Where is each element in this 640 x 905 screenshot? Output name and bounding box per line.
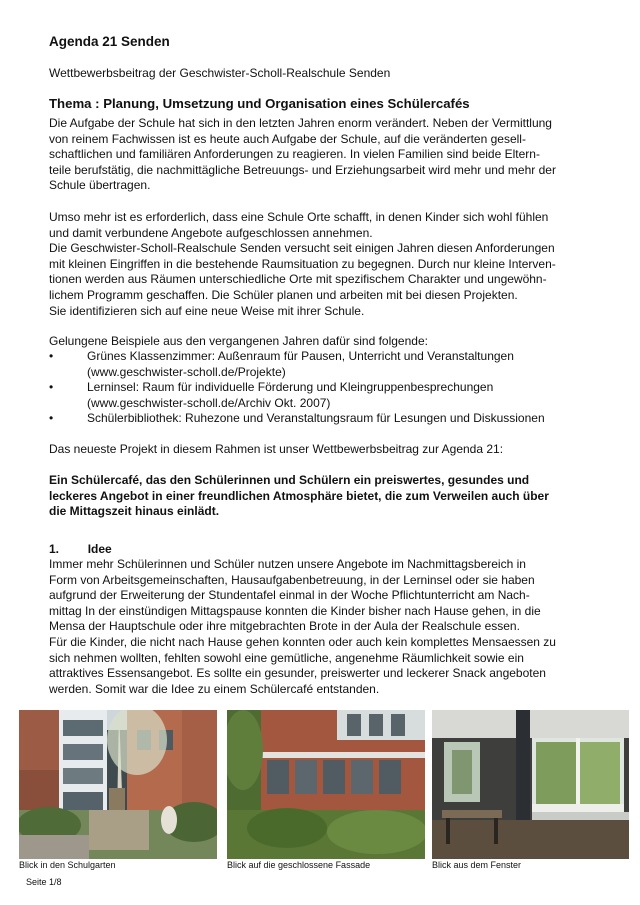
document-title: Agenda 21 Senden — [49, 34, 170, 49]
text-line: mit kleinen Eingriffen in die bestehende Raumsituation zu begegnen. Durch nur kleine Interven- — [49, 256, 556, 271]
examples-intro — [49, 334, 604, 350]
photo-caption: Blick auf die geschlossene Fassade — [227, 860, 371, 870]
text-line: Gelungene Beispiele aus den vergangenen Jahren dafür sind folgende: — [49, 334, 428, 348]
idee-paragraph — [49, 557, 604, 697]
photo-caption: Blick aus dem Fenster — [432, 860, 522, 870]
text-line: leckeres Angebot in einer freundlichen Atmosphäre bietet, die zum Verweilen auch über — [49, 488, 549, 503]
text-line: mittag In der einstündigen Mittagspause konnten die Kinder bisher nach Hause gehen, in die — [49, 603, 541, 618]
text-line: von reinem Fachwissen ist es heute auch Aufgabe der Schule, auf die veränderten gesell- — [49, 131, 526, 146]
thema-heading: Thema : Planung, Umsetzung und Organisation eines Schülercafés — [49, 96, 470, 111]
text-line: aufgrund der Erweiterung der Stundentafel einmal in der Woche Pflichtunterricht am Nach- — [49, 588, 530, 603]
bullet-marker: • — [49, 380, 54, 394]
text-line: schaftlichen und familiären Anforderungen zu reagieren. In vielen Familien sind beide Eltern- — [49, 147, 540, 162]
text-line: Umso mehr ist es erforderlich, dass eine Schule Orte schafft, in denen Kinder sich wohl fühlen — [49, 210, 549, 224]
newest-project-text — [49, 442, 604, 458]
section-title: Idee — [87, 542, 112, 556]
text-line: teile berufstätig, die nachmittägliche Betreuungs- und Erziehungsarbeit wird mehr und mehr der — [49, 162, 556, 177]
text-line: Ein Schülercafé, das den Schülerinnen und Schülern ein preiswertes, gesundes und — [49, 473, 530, 487]
text-line: die Mittagszeit hinaus einlädt. — [49, 504, 220, 519]
text-line: Für die Kinder, die nicht nach Hause gehen konnten oder auch kein komplettes Mensaessen zu — [49, 634, 556, 649]
bullet-text: Lerninsel: Raum für individuelle Förderung und Kleingruppenbesprechungen — [87, 380, 494, 394]
text-line: lichem Programm geschaffen. Die Schüler planen und arbeiten mit bei diesen Projekten. — [49, 287, 518, 302]
photo-facade — [227, 710, 425, 859]
text-line: Immer mehr Schülerinnen und Schüler nutzen unsere Angebote im Nachmittagsbereich in — [49, 557, 526, 571]
text-line: Schule übertragen. — [49, 178, 151, 193]
text-line: sich nehmen wollten, fehlten sowohl eine gemütliche, angenehme Räumlichkeit sowie ein — [49, 650, 524, 665]
bullet-marker: • — [49, 411, 54, 425]
text-line: Die Geschwister-Scholl-Realschule Senden versucht seit einigen Jahren diesen Anforderungen — [49, 241, 555, 256]
text-line: Die Aufgabe der Schule hat sich in den letzten Jahren enorm verändert. Neben der Vermittlung — [49, 116, 552, 130]
photo-school-garden — [19, 710, 217, 859]
text-line: und damit verbundene Angebote aufgeschlossen annehmen. — [49, 225, 373, 240]
bullet-link-text: (www.geschwister-scholl.de/Archiv Okt. 2007) — [87, 396, 331, 410]
document-subtitle: Wettbewerbsbeitrag der Geschwister-Scholl-Realschule Senden — [49, 66, 391, 80]
section-heading — [49, 542, 604, 558]
section-number: 1. — [49, 542, 60, 556]
bullet-marker: • — [49, 349, 54, 363]
highlight-statement — [49, 473, 604, 520]
text-line: Sie identifizieren sich auf eine neue Weise mit ihrer Schule. — [49, 303, 365, 318]
text-line: tionen werden aus Räumen unterschiedliche Orte mit spezifischem Charakter und ungewöhn- — [49, 272, 547, 287]
bullet-text: Schülerbibliothek: Ruhezone und Veranstaltungsraum für Lesungen und Diskussionen — [87, 411, 545, 425]
photo-window-view — [432, 710, 629, 859]
text-line: Mensa der Hauptschule oder ihre mitgebrachten Brote in der Aula der Realschule essen. — [49, 619, 520, 634]
bullet-link-text: (www.geschwister-scholl.de/Projekte) — [87, 365, 286, 379]
text-line: attraktives Essensangebot. Es sollte ein gesunder, preiswerter und leckerer Snack angeboten — [49, 666, 546, 681]
second-paragraph — [49, 210, 604, 319]
text-line: Das neueste Projekt in diesem Rahmen ist unser Wettbewerbsbeitrag zur Agenda 21: — [49, 442, 504, 456]
intro-paragraph — [49, 116, 604, 194]
text-line: werden. Somit war die Idee zu einem Schülercafé entstanden. — [49, 681, 380, 696]
bullet-text: Grünes Klassenzimmer: Außenraum für Pausen, Unterricht und Veranstaltungen — [87, 349, 514, 363]
text-line: Form von Arbeitsgemeinschaften, Hausaufgabenbetreuung, in der Lerninsel oder sie haben — [49, 572, 535, 587]
photo-caption: Blick in den Schulgarten — [19, 860, 116, 870]
page-number: Seite 1/8 — [26, 877, 62, 887]
